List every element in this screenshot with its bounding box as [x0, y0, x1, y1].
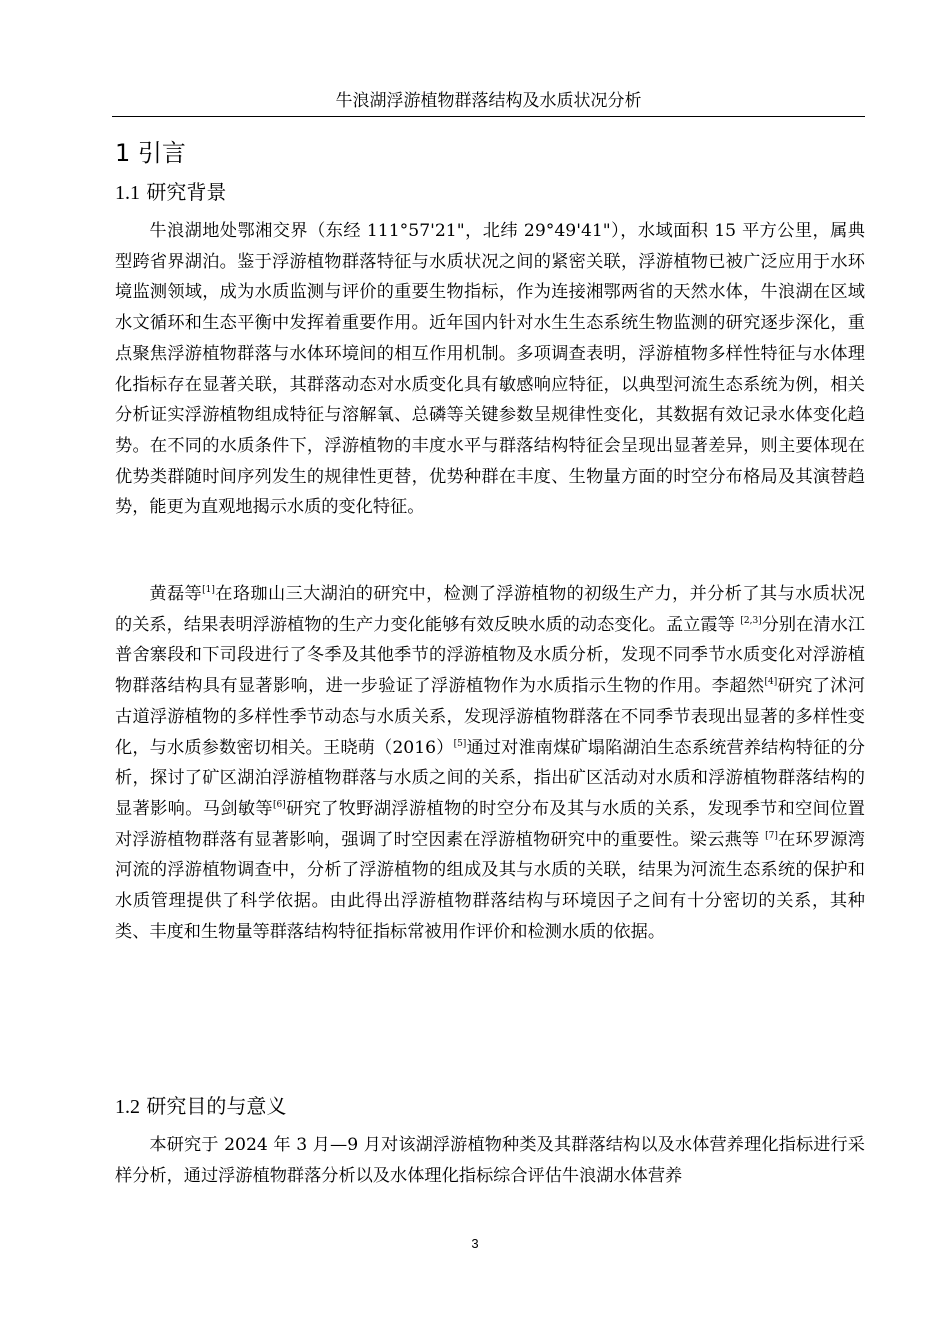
citation-ref: [1]: [202, 585, 215, 595]
citation-ref: [4]: [764, 677, 778, 688]
text-segment: 黄磊等: [149, 584, 203, 604]
paragraph-purpose-1: 本研究于 2024 年 3 月—9 月对该湖浮游植物种类及其群落结构以及水体营养理化指标进行采样分析，通过浮游植物群落分析以及水体理化指标综合评估牛浪湖水体营养: [115, 1135, 865, 1186]
citation-ref: [5]: [453, 738, 467, 749]
subsection-heading-purpose: [115, 1091, 286, 1122]
paragraph-background-2: [115, 579, 865, 947]
citation-ref: [6]: [272, 799, 286, 810]
page-number: 3: [471, 1236, 479, 1251]
subsection-number: 1.2: [115, 1096, 140, 1118]
text-segment: 在珞珈山三大湖泊的研究中，检测了浮游植物的初级生产力，并分析了其与水质状况的关系，结果表明浮游植物的生产力变化能够有效反映水质的动态变化。孟立霞等: [115, 584, 865, 635]
text-segment: 研究了沭河古道浮游植物的多样性季节动态与水质关系，发现浮游植物群落在不同季节表现出显著的多样性变化，与水质参数密切相关。王晓萌（2016）: [115, 676, 865, 758]
text-segment: 研究了牧野湖浮游植物的时空分布及其与水质的关系，发现季节和空间位置对浮游植物群落有显著影响，强调了时空因素在浮游植物研究中的重要性。梁云燕等: [115, 798, 865, 850]
running-header: 牛浪湖浮游植物群落结构及水质状况分析: [335, 91, 642, 111]
section-heading-introduction: 1 引言: [115, 139, 186, 167]
subsection-title: 研究目的与意义: [146, 1094, 287, 1118]
subsection-number: 1.1: [115, 182, 140, 204]
subsection-title: 研究背景: [146, 180, 227, 204]
text-segment: 通过对淮南煤矿塌陷湖泊生态系统营养结构特征的分析，探讨了矿区湖泊浮游植物群落与水质之间的关系，指出矿区活动对水质和浮游植物群落结构的显著影响。马剑敏等: [115, 737, 865, 819]
text-segment: 分别在清水江普舍寨段和下司段进行了冬季及其他季节的浮游植物及水质分析，发现不同季节水质变化对浮游植物群落结构具有显著影响，进一步验证了浮游植物作为水质指示生物的作用。李超然: [115, 614, 865, 697]
citation-ref: [7]: [765, 830, 778, 841]
subsection-heading-background: [115, 177, 226, 208]
paragraph-background-1: 牛浪湖地处鄂湘交界（东经 111°57'21"，北纬 29°49'41"），水域面积 15 平方公里，属典型跨省界湖泊。鉴于浮游植物群落特征与水质状况之间的紧密关联，浮游植物已被广泛应用于水环境监测领域，成为水质监测与评价的重要生物指标，作为连接湘鄂两省的天然水体，牛浪湖在区域水文循环和生态平衡中发挥着重要作用。近年国内针对水生生态系统生物监测的研究逐步深化，重点聚焦浮游植物群落与水体环境间的相互作用机制。多项调查表明，浮游植物多样性特征与水体理化指标存在显著关联，其群落动态对水质变化具有敏感响应特征，以典型河流生态系统为例，相关分析证实浮游植物组成特征与溶解氧、总磷等关键参数呈规律性变化，其数据有效记录水体变化趋势。在不同的水质条件下，浮游植物的丰度水平与群落结构特征会呈现出显著差异，则主要体现在优势类群随时间序列发生的规律性更替，优势种群在丰度、生物量方面的时空分布格局及其演替趋势，能更为直观地揭示水质的变化特征。: [115, 221, 865, 518]
header-rule: [112, 116, 865, 117]
citation-ref: [2,3]: [740, 615, 762, 626]
text-segment: 在环罗源湾河流的浮游植物调查中，分析了浮游植物的组成及其与水质的关联，结果为河流生态系统的保护和水质管理提供了科学依据。由此得出浮游植物群落结构与环境因子之间有十分密切的关系，其种类、丰度和生物量等群落结构特征指标常被用作评价和检测水质的依据。: [115, 829, 865, 942]
